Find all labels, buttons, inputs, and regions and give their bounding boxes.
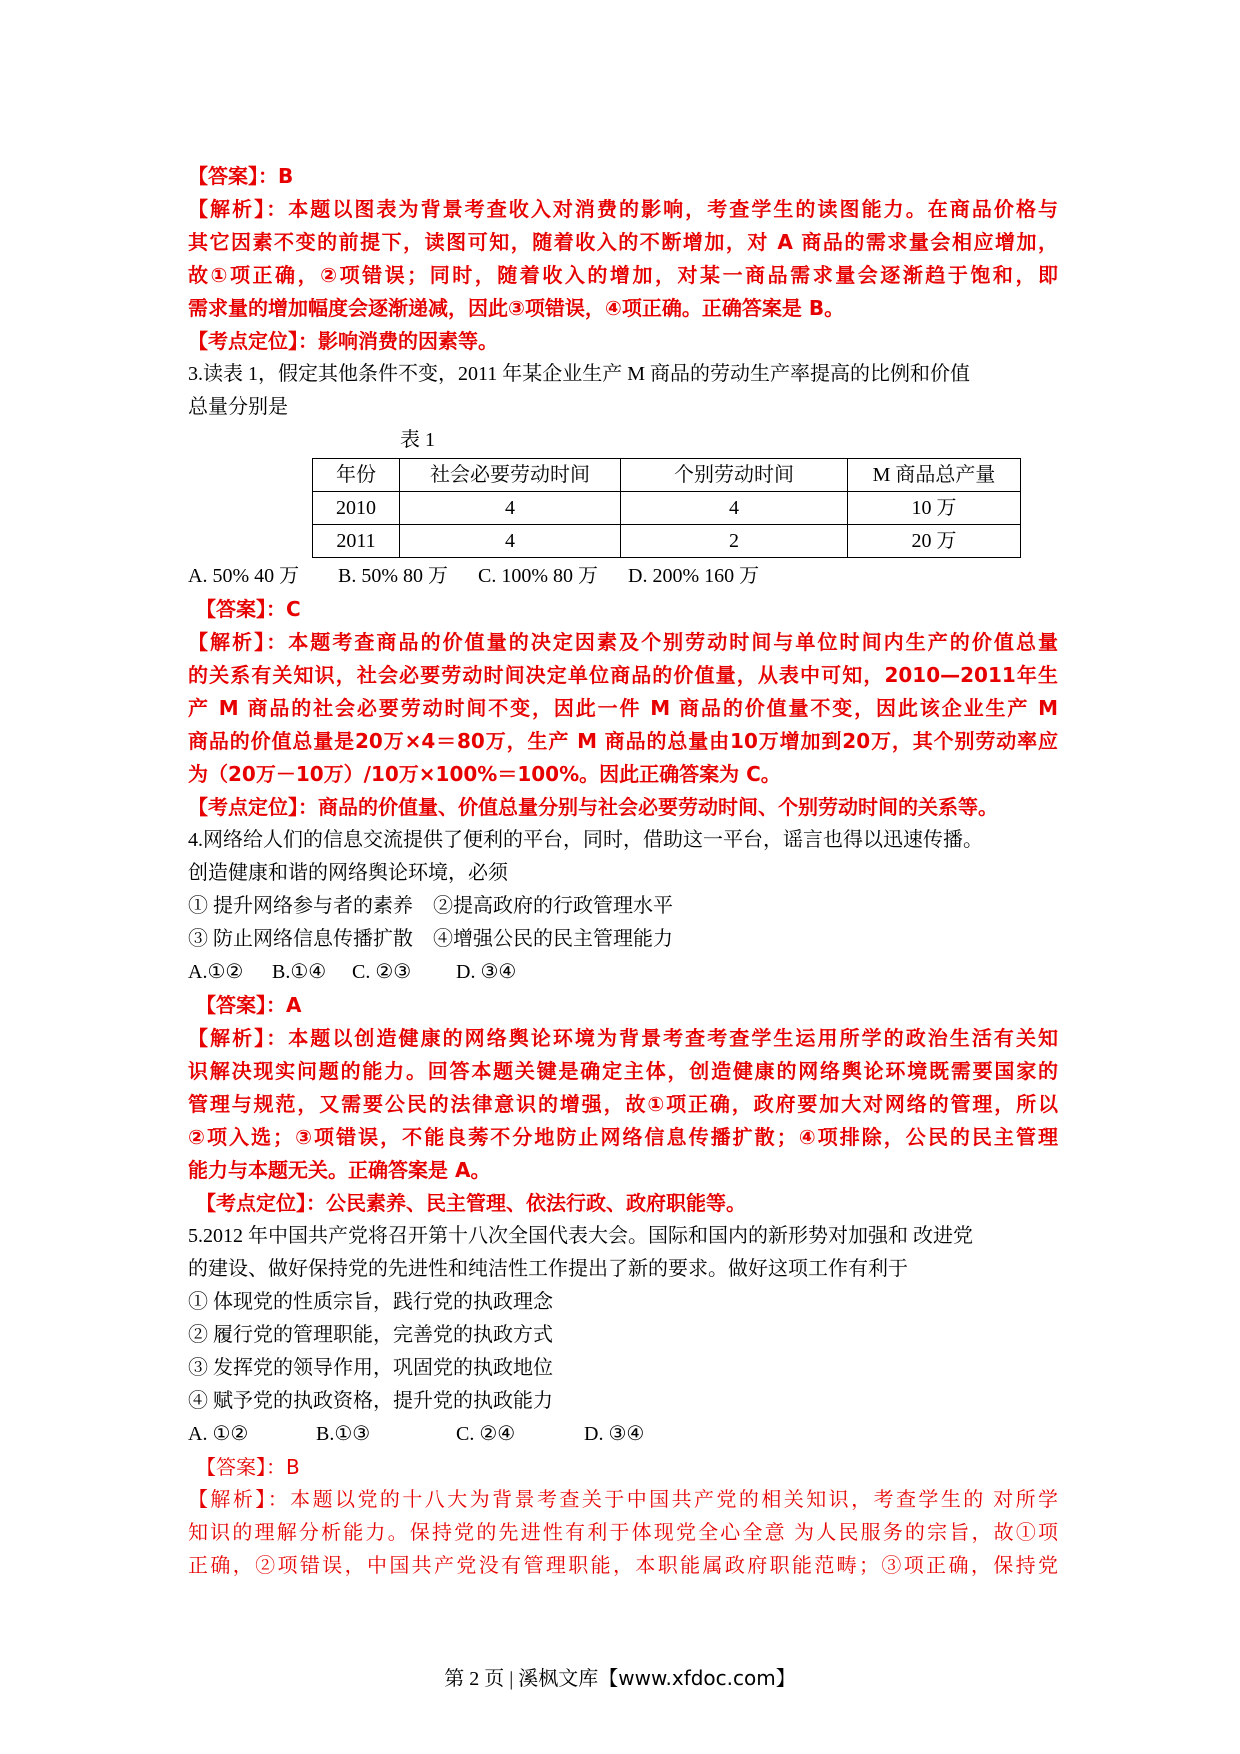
q2-answer: 【答案】：B <box>188 164 294 188</box>
option: C. ②③ <box>352 961 412 983</box>
page-number: 第 2 页 <box>444 1668 505 1690</box>
q4-item: ① 提升网络参与者的素养 ②提高政府的行政管理水平 <box>188 895 673 917</box>
q3-analysis-line: 的关系有关知识，社会必要劳动时间决定单位商品的价值量，从表中可知，2010—2011年生 <box>188 663 1058 687</box>
q5-stem-line: 的建设、做好保持党的先进性和纯洁性工作提出了新的要求。做好这项工作有利于 <box>188 1258 908 1280</box>
option: B.①④ <box>272 961 327 983</box>
data-table <box>312 458 1021 558</box>
q4-analysis-line: 识解决现实问题的能力。回答本题关键是确定主体，创造健康的网络舆论环境既需要国家的 <box>188 1059 1058 1083</box>
table-caption: 表 1 <box>400 429 435 451</box>
option: D. ③④ <box>584 1423 645 1445</box>
q3-analysis-line: 为（20万－10万）/10万×100%＝100%。因此正确答案为 C。 <box>188 762 781 786</box>
option: D. ③④ <box>456 961 517 983</box>
table-cell: 4 <box>400 492 621 525</box>
q5-analysis-line: 正确，②项错误，中国共产党没有管理职能，本职能属政府职能范畴；③项正确，保持党 <box>188 1555 1058 1577</box>
q4-analysis-line: 能力与本题无关。正确答案是 A。 <box>188 1158 491 1182</box>
table-cell: 2 <box>621 525 848 558</box>
table-row <box>313 492 1021 525</box>
q2-analysis-line: 故①项正确，②项错误；同时，随着收入的增加，对某一商品需求量会逐渐趋于饱和，即 <box>188 263 1058 287</box>
table-cell: 20 万 <box>848 525 1021 558</box>
q5-item: ② 履行党的管理职能，完善党的执政方式 <box>188 1324 553 1346</box>
table-header-cell: 年份 <box>313 459 400 492</box>
option: C. ②④ <box>456 1423 516 1445</box>
q4-item: ③ 防止网络信息传播扩散 ④增强公民的民主管理能力 <box>188 928 673 950</box>
option: D. 200% 160 万 <box>628 565 760 587</box>
table-cell: 4 <box>400 525 621 558</box>
q2-analysis-line: 【解析】：本题以图表为背景考查收入对消费的影响，考查学生的读图能力。在商品价格与 <box>188 197 1058 221</box>
option: B. 50% 80 万 <box>338 565 448 587</box>
table-header-cell: M 商品总产量 <box>848 459 1021 492</box>
q3-analysis-line: 【解析】：本题考查商品的价值量的决定因素及个别劳动时间与单位时间内生产的价值总量 <box>188 630 1058 654</box>
q4-analysis-line: 【解析】：本题以创造健康的网络舆论环境为背景考查考查学生运用所学的政治生活有关知 <box>188 1026 1058 1050</box>
table-row <box>313 525 1021 558</box>
option: A. 50% 40 万 <box>188 565 300 587</box>
q3-analysis-line: 商品的价值总量是20万×4＝80万，生产 M 商品的总量由10万增加到20万，其个别劳动率应 <box>188 729 1058 753</box>
table-cell: 4 <box>621 492 848 525</box>
document-body <box>188 160 1058 1583</box>
q3-stem-line: 3.读表 1，假定其他条件不变，2011 年某企业生产 M 商品的劳动生产率提高的比例和价值 <box>188 363 971 385</box>
q4-stem-line: 4.网络给人们的信息交流提供了便利的平台，同时，借助这一平台，谣言也得以迅速传播。 <box>188 829 983 851</box>
site-name: 溪枫文库【www.xfdoc.com】 <box>518 1666 796 1690</box>
table-header-cell: 个别劳动时间 <box>621 459 848 492</box>
footer-separator: | <box>509 1668 514 1690</box>
q4-answer: 【答案】：A <box>196 993 302 1017</box>
q5-answer: 【答案】：B <box>196 1455 300 1479</box>
q5-item: ③ 发挥党的领导作用，巩固党的执政地位 <box>188 1357 553 1379</box>
table-header-row <box>313 459 1021 492</box>
q5-item: ④ 赋予党的执政资格，提升党的执政能力 <box>188 1390 553 1412</box>
table-header-cell: 社会必要劳动时间 <box>400 459 621 492</box>
q2-point: 【考点定位】：影响消费的因素等。 <box>188 329 498 353</box>
q5-options <box>188 1418 1058 1451</box>
table-cell: 2011 <box>313 525 400 558</box>
table-cell: 2010 <box>313 492 400 525</box>
q4-point: 【考点定位】：公民素养、民主管理、依法行政、政府职能等。 <box>196 1191 746 1215</box>
q4-analysis-line: ②项入选；③项错误，不能良莠不分地防止网络信息传播扩散；④项排除，公民的民主管理 <box>188 1125 1058 1149</box>
option: C. 100% 80 万 <box>478 565 598 587</box>
option: B.①③ <box>316 1423 371 1445</box>
q5-analysis-line: 【解析】：本题以党的十八大为背景考查关于中国共产党的相关知识，考查学生的 对所学 <box>188 1489 1058 1511</box>
q3-analysis-line: 产 M 商品的社会必要劳动时间不变，因此一件 M 商品的价值量不变，因此该企业生产 M <box>188 696 1058 720</box>
q3-point: 【考点定位】：商品的价值量、价值总量分别与社会必要劳动时间、个别劳动时间的关系等。 <box>188 795 998 819</box>
q4-stem-line: 创造健康和谐的网络舆论环境，必须 <box>188 862 508 884</box>
q2-analysis-line: 其它因素不变的前提下，读图可知，随着收入的不断增加，对 A 商品的需求量会相应增加， <box>188 230 1058 254</box>
q5-stem-line: 5.2012 年中国共产党将召开第十八次全国代表大会。国际和国内的新形势对加强和 改进党 <box>188 1225 973 1247</box>
q3-stem-line: 总量分别是 <box>188 396 288 418</box>
option: A. ①② <box>188 1423 249 1445</box>
page-footer <box>0 1662 1240 1691</box>
q4-analysis-line: 管理与规范，又需要公民的法律意识的增强，故①项正确，政府要加大对网络的管理，所以 <box>188 1092 1058 1116</box>
q4-options <box>188 956 1058 989</box>
q2-analysis-line: 需求量的增加幅度会逐渐递减，因此③项错误，④项正确。正确答案是 B。 <box>188 296 845 320</box>
option: A.①② <box>188 961 244 983</box>
q5-item: ① 体现党的性质宗旨，践行党的执政理念 <box>188 1291 553 1313</box>
q3-answer: 【答案】：C <box>196 597 301 621</box>
table-cell: 10 万 <box>848 492 1021 525</box>
q3-options <box>188 560 1058 593</box>
q5-analysis-line: 知识的理解分析能力。保持党的先进性有利于体现党全心全意 为人民服务的宗旨，故①项 <box>188 1522 1058 1544</box>
